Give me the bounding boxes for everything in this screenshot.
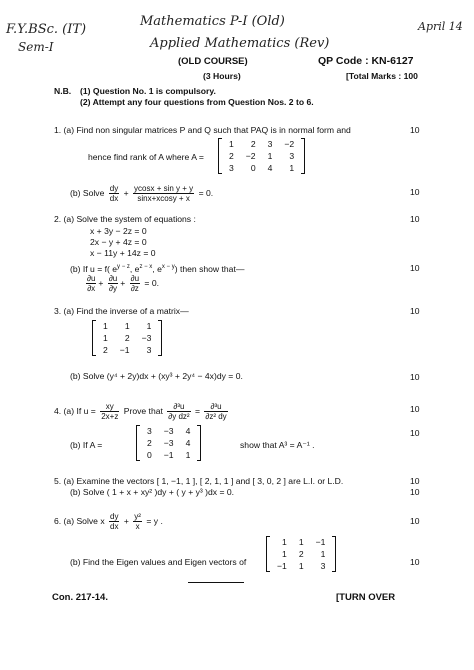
q4a-marks: 10 <box>410 404 420 414</box>
q4b-matrix: 3 −3 4 2 −3 4 0 −1 1 <box>136 425 201 461</box>
end-divider <box>188 582 244 583</box>
q2a-text: 2. (a) Solve the system of equations : <box>54 214 196 224</box>
q1a-text2: hence find rank of A where A = <box>88 152 204 162</box>
q4b-tail: show that A³ = A⁻¹ . <box>240 440 315 450</box>
footer-turn-over: [TURN OVER <box>336 592 396 603</box>
qp-code: QP Code : KN-6127 <box>318 55 414 67</box>
q1b-equation: (b) Solve $\frac{dy}{dx}$ + $\frac{\text{ycosx + sin y + y}}{\sin x+xcosy + x}$ = 0. <box>70 184 214 203</box>
q4a-equation: 4. (a) If u = $\frac{xy}{2x+z}$ Prove that $\frac{\text{∂³u}}{\text{∂y dz²}}$ = $\frac{\text{∂³u}}{\text{∂z² dy}}$ <box>54 402 227 421</box>
q2b-equation: $\frac{\partial u}{\partial x}$ + $\frac{\partial u}{\partial y}$ + $\frac{\partial u}{\partial z}$ = 0. <box>87 274 159 293</box>
q1a-matrix: 1 2 3 −2 2 −2 1 3 3 0 4 1 <box>218 138 305 174</box>
q1a-text: 1. (a) Find non singular matrices P and Q such that PAQ is in normal form and <box>54 125 351 135</box>
q5a-marks: 10 <box>410 476 420 486</box>
course-label: (OLD COURSE) <box>178 56 248 67</box>
q6b-marks: 10 <box>410 557 420 567</box>
handwritten-date: April 14 <box>418 20 463 33</box>
q5b-text: (b) Solve ( 1 + x + xy² )dy + ( y + y³ )dx = 0. <box>70 487 235 497</box>
q6b-matrix: 1 1 −1 1 2 1 −1 1 3 <box>266 536 336 572</box>
q3a-marks: 10 <box>410 306 420 316</box>
q2a-marks: 10 <box>410 214 420 224</box>
q3a-text: 3. (a) Find the inverse of a matrix— <box>54 306 189 316</box>
q5a-text: 5. (a) Examine the vectors [ 1, −1, 1 ], [ 2, 1, 1 ] and [ 3, 0, 2 ] are L.I. or L.D. <box>54 476 344 486</box>
handwritten-semester: Sem-I <box>18 40 54 54</box>
q1b-marks: 10 <box>410 187 420 197</box>
q1a-marks: 10 <box>410 125 420 135</box>
q2b-text: (b) If u = f( $e^{y - z}$, $e^{z - x}$, $e^{x - y}$) then show that— <box>70 263 245 274</box>
footer-con: Con. 217-14. <box>52 592 108 603</box>
q2b-marks: 10 <box>410 263 420 273</box>
q6a-marks: 10 <box>410 516 420 526</box>
q4b-marks: 10 <box>410 428 420 438</box>
q2a-eq1: x + 3y − 2z = 0 <box>90 226 147 236</box>
handwritten-course: F.Y.BSc. (IT) <box>6 22 87 37</box>
q2a-eq2: 2x − y + 4z = 0 <box>90 237 147 247</box>
q2a-eq3: x − 11y + 14z = 0 <box>90 248 156 258</box>
q3b-marks: 10 <box>410 372 420 382</box>
q6b-text: (b) Find the Eigen values and Eigen vectors of <box>70 557 247 567</box>
duration: (3 Hours) <box>203 71 241 81</box>
q5b-marks: 10 <box>410 487 420 497</box>
instruction-1: (1) Question No. 1 is compulsory. <box>80 86 216 96</box>
q3b-text: (b) Solve (y⁴ + 2y)dx + (xy³ + 2y⁴ − 4x)dy = 0. <box>70 371 243 381</box>
nb-label: N.B. <box>54 86 72 96</box>
q6a-equation: 6. (a) Solve x $\frac{dy}{dx}$ + $\frac{\text{y²}}{x}$ = y . <box>54 512 163 531</box>
instruction-2: (2) Attempt any four questions from Question Nos. 2 to 6. <box>80 97 314 107</box>
q4b-label: (b) If A = <box>70 440 103 450</box>
q3a-matrix: 1 1 1 1 2 −3 2 −1 3 <box>92 320 162 356</box>
handwritten-title-1: Mathematics P-I (Old) <box>140 14 285 29</box>
handwritten-title-2: Applied Mathematics (Rev) <box>150 36 330 51</box>
total-marks: [Total Marks : 100 <box>346 71 418 81</box>
